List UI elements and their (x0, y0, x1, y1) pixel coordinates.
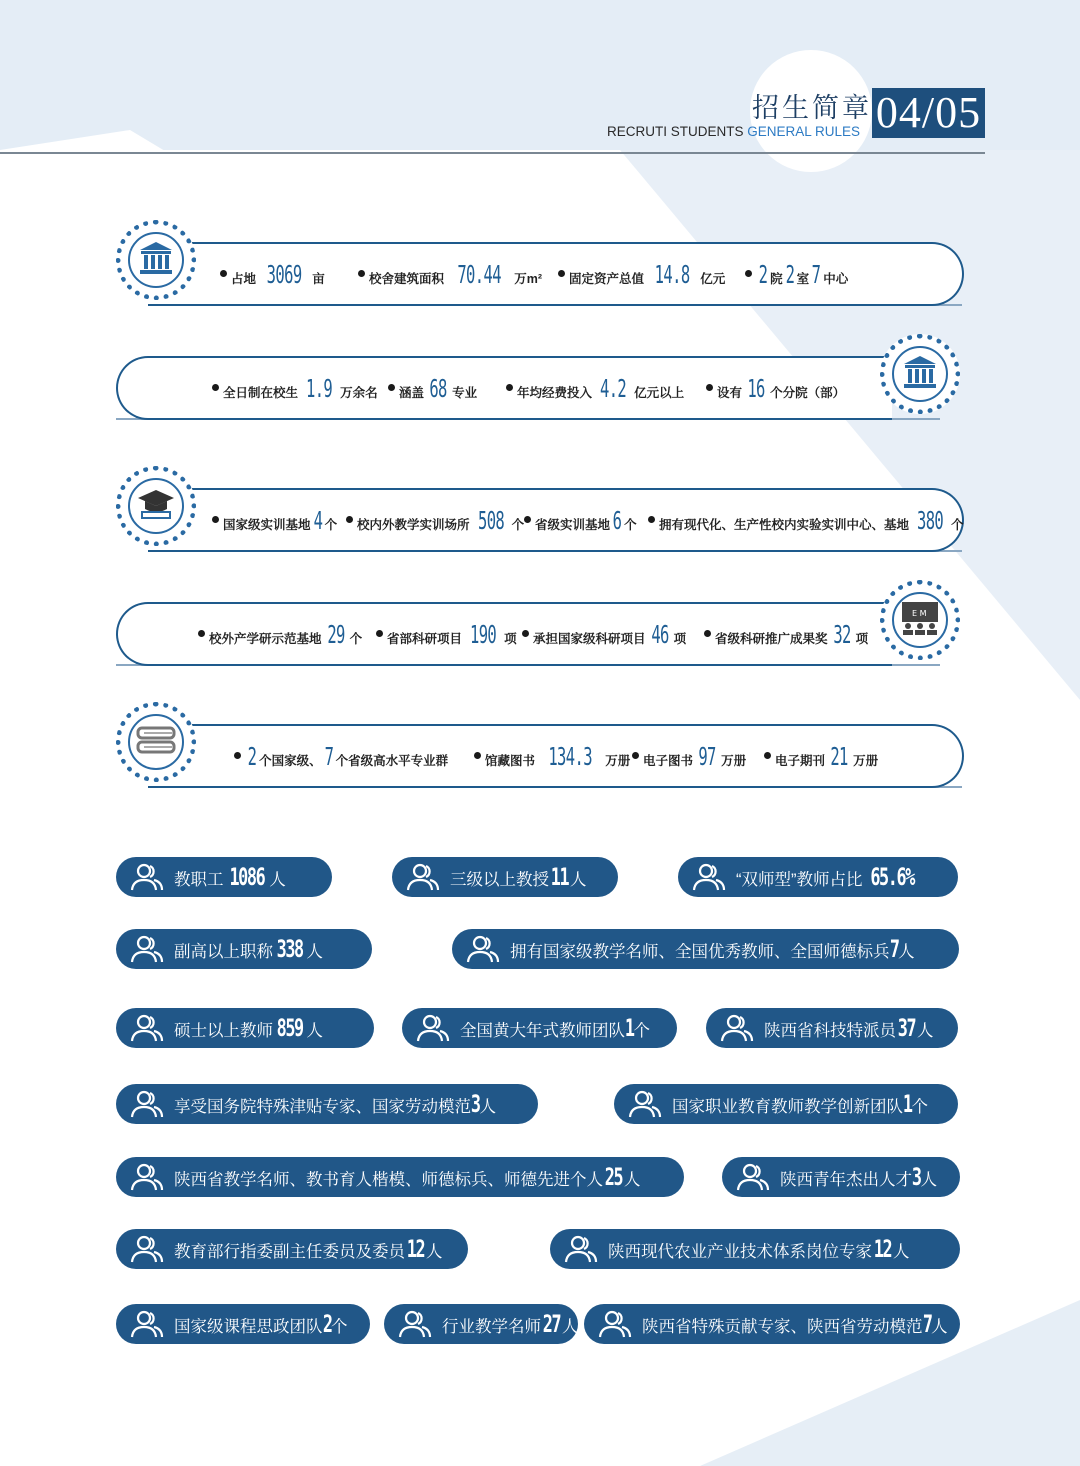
stat-label: 省级科研推广成果奖 (715, 631, 828, 646)
staff-label: 陕西省科技特派员 (764, 1022, 896, 1040)
staff-unit: 人 (269, 871, 286, 889)
stat-item (706, 358, 845, 418)
staff-pill (722, 1157, 960, 1197)
staff-label: 拥有国家级教学名师、全国优秀教师、全国师德标兵 (510, 943, 890, 961)
stat-item (506, 358, 684, 418)
header-title: 招生简章 (752, 93, 872, 124)
staff-unit: 人 (916, 1022, 934, 1040)
staff-label: 行业教学名师 (442, 1318, 541, 1336)
people-icon (130, 934, 164, 964)
stat-label: 设有 (717, 385, 743, 400)
stat-number: 134.3 (548, 741, 592, 771)
stat-label: 万册 (853, 753, 879, 768)
staff-number: 1 (624, 1014, 634, 1042)
staff-text (450, 863, 586, 891)
staff-text (174, 935, 323, 963)
bullet-icon (376, 630, 383, 637)
stat-label: 省级实训基地 (535, 517, 611, 532)
staff-label: 陕西省教学名师、教书育人楷模、师德标兵、师德先进个人 (174, 1171, 603, 1189)
staff-pill (384, 1304, 578, 1344)
staff-unit: 人 (306, 1022, 323, 1040)
staff-number: 37 (897, 1014, 916, 1042)
stat-label: 馆藏图书 (485, 753, 536, 768)
stat-number: 1.9 (306, 373, 333, 403)
staff-unit: 人 (425, 1243, 443, 1261)
people-icon (130, 1162, 164, 1192)
staff-label: 国家职业教育教师教学创新团队 (672, 1098, 903, 1116)
staff-label: 陕西青年杰出人才 (780, 1171, 912, 1189)
staff-label: 教育部行指委副主任委员及委员 (174, 1243, 405, 1261)
stat-number: 2 (758, 259, 768, 289)
staff-number: 11 (550, 863, 569, 891)
header-subtitle: RECRUTI STUDENTS GENERAL RULES (607, 124, 861, 139)
people-icon (130, 1089, 164, 1119)
bullet-icon (388, 384, 395, 391)
stat-text (569, 260, 725, 289)
stat-item (524, 490, 637, 550)
staff-unit: 人 (623, 1171, 641, 1189)
staff-label: 教职工 (174, 871, 224, 889)
stat-label: 个 (624, 517, 637, 532)
stat-label: 固定资产总值 (569, 271, 645, 286)
stat-text (223, 374, 378, 403)
stat-label: 个国家级、 (259, 753, 322, 768)
staff-unit: 人 (561, 1318, 579, 1336)
staff-label: 陕西现代农业产业技术体系岗位专家 (608, 1243, 872, 1261)
people-icon (466, 934, 500, 964)
staff-pill (116, 1304, 370, 1344)
stat-label: 万m² (514, 271, 543, 286)
people-icon (692, 862, 726, 892)
staff-text (174, 1014, 323, 1042)
staff-text (510, 935, 914, 963)
stat-text (485, 742, 630, 771)
staff-label: 全国黄大年式教师团队 (460, 1022, 625, 1040)
stat-label: 个 (951, 517, 964, 532)
bullet-icon (524, 516, 531, 523)
books-badge (116, 702, 196, 782)
stat-text (357, 506, 524, 535)
staff-number: 3 (470, 1090, 480, 1118)
header-rule (0, 152, 985, 154)
stat-label: 校内外教学实训场所 (357, 517, 470, 532)
people-icon (406, 862, 440, 892)
staff-text (174, 1235, 442, 1263)
bullet-icon (648, 516, 655, 523)
staff-label: 硕士以上教师 (174, 1022, 273, 1040)
bullet-icon (704, 630, 711, 637)
stat-number: 4.2 (600, 373, 627, 403)
staff-pill (452, 929, 959, 969)
staff-pill (584, 1304, 960, 1344)
bullet-icon (198, 630, 205, 637)
stat-label: 个省级高水平专业群 (335, 753, 449, 768)
stat-number: 14.8 (654, 259, 690, 289)
staff-text (672, 1090, 928, 1118)
stat-label: 年均经费投入 (517, 385, 593, 400)
staff-pill (614, 1084, 958, 1124)
bullet-icon (474, 752, 481, 759)
staff-pill (402, 1008, 677, 1048)
stat-label: 国家级实训基地 (223, 517, 311, 532)
people-icon (130, 1234, 164, 1264)
stat-number: 2 (785, 259, 794, 289)
staff-number: 338 (276, 935, 303, 963)
stat-item (648, 490, 964, 550)
staff-number: 12 (873, 1235, 892, 1263)
stat-number: 7 (324, 741, 333, 771)
staff-label: 副高以上职称 (174, 943, 273, 961)
staff-label: “双师型”教师占比 (736, 871, 863, 889)
staff-text (174, 1310, 347, 1338)
stat-label: 项 (504, 631, 517, 646)
stat-label: 亿元 (700, 271, 726, 286)
stat-item (764, 726, 878, 786)
graduation-cap-badge (116, 466, 196, 546)
staff-unit: 人 (892, 1243, 910, 1261)
stat-label: 项 (673, 631, 687, 646)
bullet-icon (522, 630, 529, 637)
stat-text (517, 374, 684, 403)
staff-text (764, 1014, 933, 1042)
stat-text (535, 506, 637, 535)
stat-label: 个 (349, 631, 363, 646)
staff-number: 25 (604, 1163, 623, 1191)
bullet-icon (234, 752, 241, 759)
stat-text (399, 374, 477, 403)
stat-number: 21 (830, 741, 848, 771)
stat-label: 电子期刊 (775, 753, 826, 768)
building-icon (136, 238, 176, 283)
staff-number: 1086 (228, 863, 264, 891)
people-icon (130, 1013, 164, 1043)
stat-label: 全日制在校生 (223, 385, 299, 400)
bullet-icon (358, 270, 365, 277)
stat-item (198, 604, 362, 664)
staff-number: 2 (322, 1310, 332, 1338)
bullet-icon (346, 516, 353, 523)
stat-number: 68 (429, 373, 447, 403)
stat-text (717, 374, 845, 403)
people-icon (564, 1234, 598, 1264)
stat-text (387, 620, 517, 649)
stat-item (522, 604, 686, 664)
books-icon (134, 720, 178, 765)
bullet-icon (212, 384, 219, 391)
stat-item (632, 726, 746, 786)
stat-label: 万余名 (340, 385, 378, 400)
building-badge (880, 334, 960, 414)
people-icon (736, 1162, 770, 1192)
building-icon (900, 352, 940, 397)
graduation-cap-icon (136, 484, 176, 529)
staff-unit: 个 (911, 1098, 928, 1116)
stat-label: 万册 (721, 753, 747, 768)
stat-label: 中心 (823, 271, 849, 286)
stat-text (245, 742, 448, 771)
staff-unit: 人 (897, 943, 915, 961)
staff-pill (116, 857, 332, 897)
staff-text (174, 863, 286, 891)
bullet-icon (706, 384, 713, 391)
stat-label: 涵盖 (399, 385, 425, 400)
stat-text (715, 620, 868, 649)
stat-label: 个 (324, 517, 338, 532)
stat-text (223, 506, 337, 535)
stat-number: 46 (650, 619, 669, 649)
staff-number: 859 (276, 1014, 303, 1042)
stat-item (346, 490, 524, 550)
stat-number: 3069 (266, 259, 302, 289)
stat-label: 拥有现代化、生产性校内实验实训中心、基地 (659, 517, 910, 532)
stat-label: 室 (796, 271, 810, 286)
staff-pill (392, 857, 618, 897)
staff-unit: 人 (306, 943, 323, 961)
staff-text (642, 1310, 947, 1338)
bullet-icon (632, 752, 639, 759)
bullet-icon (220, 270, 227, 277)
stat-label: 亿元以上 (634, 385, 685, 400)
staff-number: 12 (406, 1235, 425, 1263)
stat-number: 16 (747, 373, 765, 403)
stat-text (659, 506, 964, 535)
page-number: 04/05 (872, 88, 985, 138)
staff-text (736, 863, 921, 891)
stat-number: 508 (477, 505, 504, 535)
staff-unit: 个 (330, 1318, 348, 1336)
classroom-badge (880, 580, 960, 660)
staff-text (460, 1014, 650, 1042)
staff-number: 65.6% (869, 863, 914, 891)
stat-text (209, 620, 362, 649)
stat-item (358, 244, 542, 304)
stat-label: 项 (855, 631, 869, 646)
people-icon (130, 1309, 164, 1339)
stat-label: 占地 (231, 271, 257, 286)
staff-text (442, 1310, 578, 1338)
stat-number: 190 (470, 619, 497, 649)
bullet-icon (212, 516, 219, 523)
stat-number: 2 (247, 741, 257, 771)
people-icon (628, 1089, 662, 1119)
staff-pill (116, 1084, 538, 1124)
staff-number: 7 (922, 1310, 932, 1338)
staff-number: 1 (902, 1090, 912, 1118)
staff-number: 3 (911, 1163, 921, 1191)
stat-text (533, 620, 686, 649)
stat-label: 校外产学研示范基地 (209, 631, 322, 646)
stat-item (212, 358, 378, 418)
stat-number: 32 (832, 619, 851, 649)
staff-pill (116, 1229, 468, 1269)
staff-unit: 个 (633, 1022, 650, 1040)
stat-item (388, 358, 477, 418)
staff-pill (116, 1008, 374, 1048)
people-icon (416, 1013, 450, 1043)
stat-label: 院 (770, 271, 783, 286)
stat-number: 29 (326, 619, 345, 649)
stat-item (212, 490, 337, 550)
stat-label: 个 (511, 517, 525, 532)
staff-text (608, 1235, 909, 1263)
stat-label: 个分院（部） (770, 385, 846, 400)
stat-label: 省部科研项目 (387, 631, 463, 646)
stat-label: 电子图书 (643, 753, 694, 768)
staff-text (780, 1163, 937, 1191)
staff-label: 享受国务院特殊津贴专家、国家劳动模范 (174, 1098, 471, 1116)
staff-unit: 人 (569, 871, 587, 889)
staff-pill (116, 929, 372, 969)
stat-item (558, 244, 725, 304)
stat-text (775, 742, 878, 771)
stat-text (369, 260, 542, 289)
stat-number: 7 (811, 259, 821, 289)
stat-number: 4 (313, 505, 322, 535)
staff-pill (550, 1229, 960, 1269)
staff-number: 7 (889, 935, 899, 963)
bullet-icon (745, 270, 752, 277)
staff-unit: 人 (479, 1098, 496, 1116)
staff-text (174, 1163, 640, 1191)
stat-label: 亩 (312, 271, 325, 286)
stat-number: 97 (698, 741, 716, 771)
stat-label: 专业 (452, 385, 478, 400)
stat-label: 校舍建筑面积 (369, 271, 445, 286)
stat-text (756, 260, 848, 289)
stat-item (220, 244, 325, 304)
staff-pill (116, 1157, 684, 1197)
staff-label: 三级以上教授 (450, 871, 549, 889)
staff-pill (678, 857, 958, 897)
people-icon (398, 1309, 432, 1339)
staff-pill (706, 1008, 958, 1048)
stat-item (234, 726, 448, 786)
stat-label: 承担国家级科研项目 (533, 631, 646, 646)
people-icon (130, 862, 164, 892)
building-badge (116, 220, 196, 300)
people-icon (598, 1309, 632, 1339)
staff-number: 27 (542, 1310, 561, 1338)
people-icon (720, 1013, 754, 1043)
stat-number: 6 (612, 505, 622, 535)
staff-text (174, 1090, 496, 1118)
bullet-icon (764, 752, 771, 759)
stat-label: 万册 (605, 753, 631, 768)
stat-item (376, 604, 517, 664)
bullet-icon (558, 270, 565, 277)
stat-item (704, 604, 868, 664)
stat-number: 70.44 (457, 259, 501, 289)
staff-unit: 人 (930, 1318, 948, 1336)
classroom-icon (898, 598, 942, 643)
stat-text (643, 742, 746, 771)
bullet-icon (506, 384, 513, 391)
stat-text (231, 260, 325, 289)
staff-label: 国家级课程思政团队 (174, 1318, 323, 1336)
staff-label: 陕西省特殊贡献专家、陕西省劳动模范 (642, 1318, 923, 1336)
stat-item (745, 244, 848, 304)
stat-item (474, 726, 630, 786)
stat-number: 380 (917, 505, 944, 535)
svg-text:E M: E M (912, 608, 927, 618)
staff-unit: 人 (920, 1171, 937, 1189)
